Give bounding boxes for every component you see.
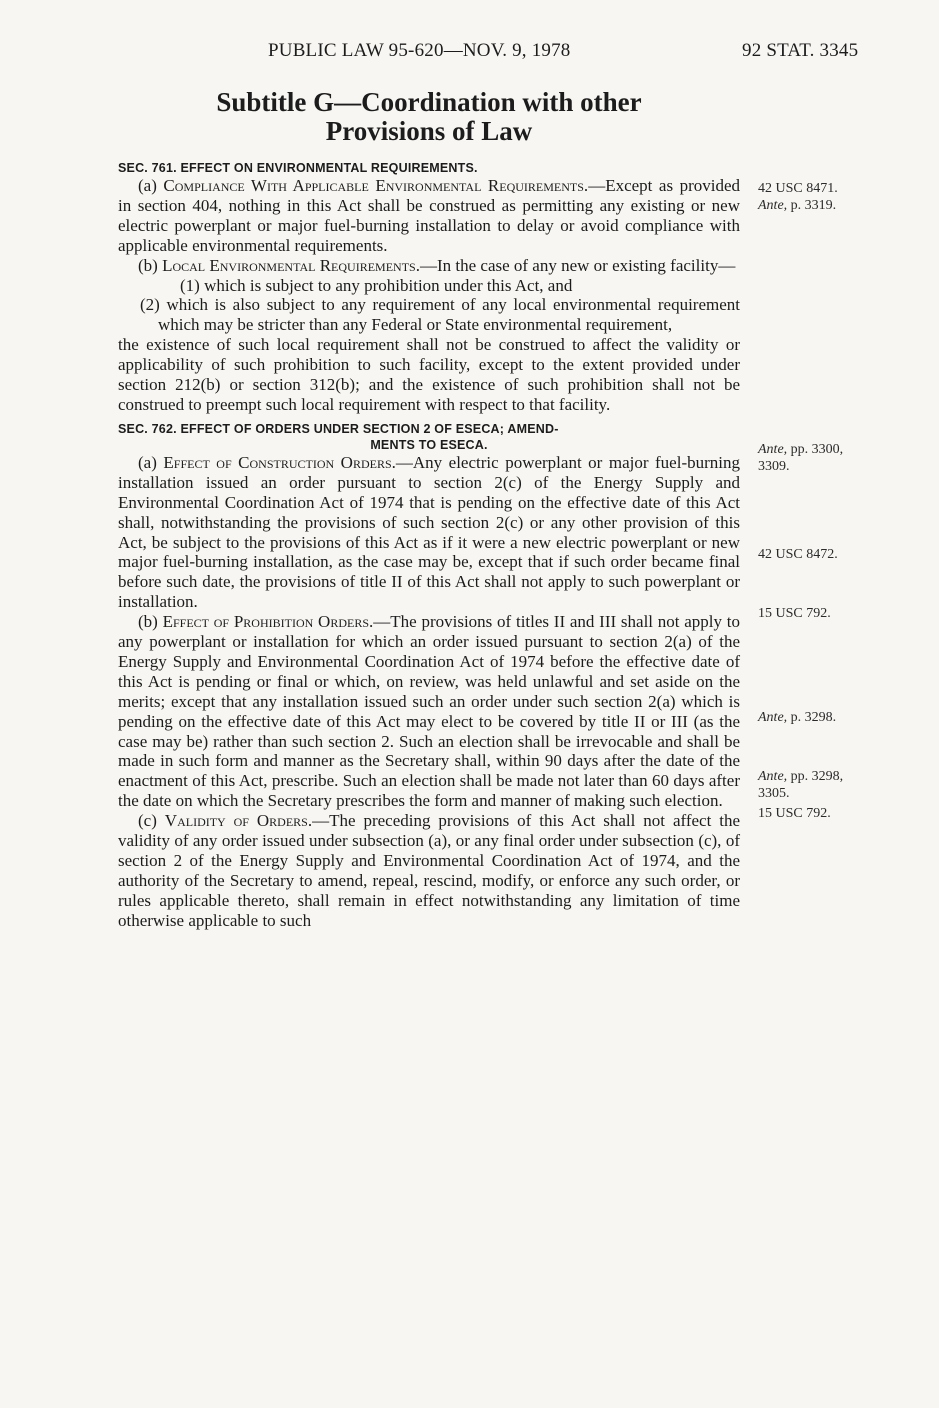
subsection-label: (c) xyxy=(138,811,165,831)
subtitle-heading xyxy=(118,88,740,146)
subsection-text: —Except as provided in section 404, nothing in this Act shall be construed as permitting any existing or new electric powerplant or major fuel-burning installation to delay or avoid compliance with applicable environmental requirements. xyxy=(118,176,740,255)
paragraph-2: (2) which is also subject to any requirement of any local environmental requirement which may be stricter than any Federal or State environmental requirement, xyxy=(140,295,740,335)
section-761-subsection-b xyxy=(118,256,740,276)
subsection-text: —The provisions of titles II and III shall not apply to any powerplant or installation for which an order issued pursuant to section 2(a) of the Energy Supply and Environmental Coordination Act of 1974 before the effective date of this Act is pending or final or which, on review, was held unlawful and set aside on the merits; except that any installation issued such an order under such section 2(a) which is pending on the effective date of this Act may elect to be covered by title II or III (as the case may be) rather than such section 2. Such an election shall be irrevocable and shall be made in such form and manner as the Secretary shall, within 90 days after the date of the enactment of this Act, prescribe. Such an election shall be made not later than 60 days after the date on which the Secretary prescribes the form and manner of making such election. xyxy=(118,612,741,811)
section-761-closing-text: the existence of such local requirement shall not be construed to affect the validity or applicability of such prohibition to such facility, except to the extent provided under section 212(b) or section 312(b); and the existence of such prohibition shall not be construed to preempt such local requirement with respect to that facility. xyxy=(118,335,740,414)
subsection-caption: Compliance With Applicable Environmental Requirements. xyxy=(163,176,589,195)
margin-note-line: 3309. xyxy=(758,459,790,474)
statute-page-number: 92 STAT. 3345 xyxy=(742,40,859,61)
section-762-subsection-c xyxy=(118,811,740,930)
subsection-label: (b) xyxy=(138,612,163,632)
margin-note-line xyxy=(758,197,898,214)
subsection-text: —Any electric powerplant or major fuel-burning installation issued an order pursuant to section 2(c) of the Energy Supply and Environmental Coordination Act of 1974 that is pending on the effective date of this Act shall, notwithstanding the provisions of such section 2(c) or any other provision of this Act, be subject to the provisions of this Act as if it were a new electric powerplant or new major fuel-burning installation, as the case may be, except that if such order became final before such date, the provisions of title II of this Act shall not apply to such powerplant or installation. xyxy=(118,452,740,612)
running-head xyxy=(0,40,939,68)
subsection-label: (b) xyxy=(138,255,163,275)
section-762-heading xyxy=(118,421,740,453)
subsection-text: —In the case of any new or existing facility— xyxy=(419,255,736,275)
subsection-caption: Validity of Orders. xyxy=(164,811,313,831)
margin-note-ante: Ante, xyxy=(758,769,788,784)
body-text-column xyxy=(118,160,740,931)
section-761-heading: SEC. 761. EFFECT ON ENVIRONMENTAL REQUIREMENTS. xyxy=(118,161,478,175)
section-762-heading-line-1: SEC. 762. EFFECT OF ORDERS UNDER SECTION 2 OF ESECA; AMEND- xyxy=(118,421,559,436)
margin-note-line: 42 USC 8471. xyxy=(758,181,838,196)
subtitle-line-2: Provisions of Law xyxy=(325,116,533,146)
margin-note-ante: Ante, xyxy=(758,198,788,213)
margin-note-42-usc-8472: 42 USC 8472. xyxy=(758,547,838,562)
margin-note-page: pp. 3300, xyxy=(787,442,844,457)
margin-note-ante: Ante, xyxy=(758,710,788,725)
margin-note-ante-3298-3305 xyxy=(758,768,898,802)
margin-note-page: pp. 3298, xyxy=(787,769,844,784)
subsection-label: (a) xyxy=(138,452,164,472)
margin-note-15-usc-792-second: 15 USC 792. xyxy=(758,806,831,821)
section-761-subsection-a xyxy=(118,176,740,256)
subtitle-line-1: Subtitle G—Coordination with other xyxy=(216,87,642,117)
paragraph-1: (1) which is subject to any prohibition under this Act, and xyxy=(180,275,573,295)
margin-note-line: 3305. xyxy=(758,786,790,801)
margin-note-page: p. 3319. xyxy=(787,198,837,213)
margin-note-page: p. 3298. xyxy=(787,710,837,725)
subsection-text: —The preceding provisions of this Act shall not affect the validity of any order issued under subsection (a), or any final order under subsection (c), of section 2 of the Energy Supply and Environmental Coordination Act of 1974, and the authority of the Secretary to amend, repeal, rescind, modify, or enforce any such order, or rules applicable thereto, shall remain in effect notwithstanding any limitation of time otherwise applicable to such xyxy=(118,811,741,930)
section-762-subsection-a xyxy=(118,453,740,612)
margin-note-line xyxy=(758,441,898,458)
running-head-title: PUBLIC LAW 95-620—NOV. 9, 1978 xyxy=(268,40,571,61)
section-762-subsection-b xyxy=(118,612,740,811)
subsection-caption: Effect of Construction Orders. xyxy=(163,452,396,472)
margin-note-ante: Ante, xyxy=(758,442,788,457)
subsection-caption: Local Environmental Requirements. xyxy=(162,255,420,275)
margin-note-line xyxy=(758,768,898,785)
subsection-caption: Effect of Prohibition Orders. xyxy=(162,612,374,632)
margin-note-42-usc-8471 xyxy=(758,180,898,214)
margin-note-ante-3300 xyxy=(758,441,898,475)
margin-note-ante-3298 xyxy=(758,709,898,726)
section-762-heading-line-2: MENTS TO ESECA. xyxy=(370,437,488,452)
subsection-label: (a) xyxy=(138,176,164,195)
margin-note-15-usc-792: 15 USC 792. xyxy=(758,606,831,621)
